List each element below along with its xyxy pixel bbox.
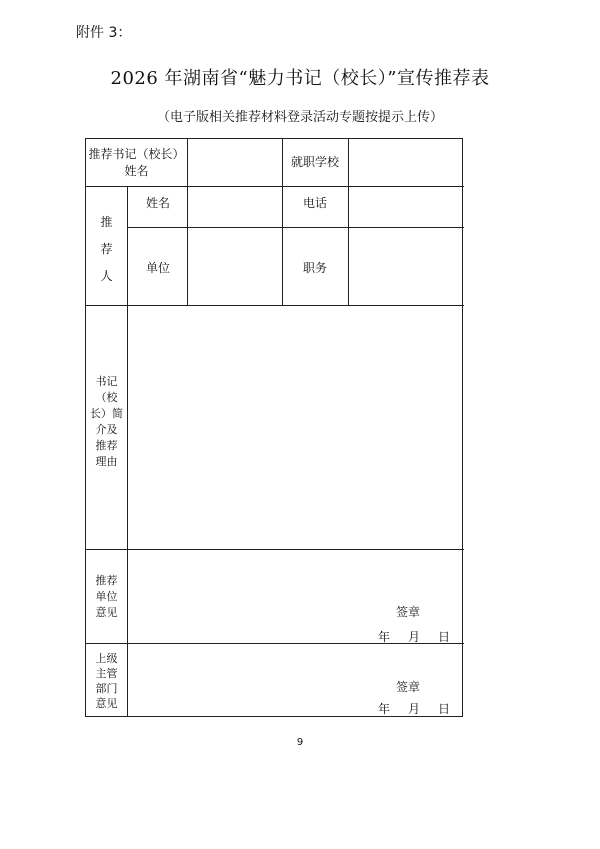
unit-seal-label: 签章 bbox=[396, 605, 421, 619]
superior-date-year: 年 bbox=[378, 702, 391, 716]
position-label: 职务 bbox=[302, 261, 327, 275]
unit-label: 单位 bbox=[146, 261, 171, 275]
school-label: 就职学校 bbox=[290, 155, 339, 169]
recommender-name-field[interactable] bbox=[188, 187, 282, 227]
intro-field[interactable] bbox=[128, 306, 463, 549]
unit-opinion-label: 推荐 单位 意见 bbox=[95, 574, 118, 619]
form-title: 2026 年湖南省“魅力书记（校长）”宣传推荐表 bbox=[110, 68, 490, 89]
unit-date-year: 年 bbox=[378, 630, 391, 644]
phone-field[interactable] bbox=[349, 187, 463, 227]
unit-field[interactable] bbox=[188, 228, 282, 305]
superior-opinion-label: 上级 主管 部门 意见 bbox=[95, 652, 118, 710]
nominee-name-label: 推荐书记（校长） 姓名 bbox=[88, 147, 185, 178]
recommender-name-label: 姓名 bbox=[146, 196, 171, 210]
superior-date-month: 月 bbox=[408, 702, 421, 716]
unit-date-month: 月 bbox=[408, 630, 421, 644]
nominee-name-field[interactable] bbox=[188, 140, 282, 185]
page-number: 9 bbox=[296, 737, 304, 748]
position-field[interactable] bbox=[349, 228, 463, 305]
school-field[interactable] bbox=[349, 140, 463, 185]
superior-date-day: 日 bbox=[438, 702, 451, 716]
recommendation-form-table bbox=[85, 138, 463, 717]
superior-seal-label: 签章 bbox=[396, 680, 421, 694]
form-subtitle: （电子版相关推荐材料登录活动专题按提示上传） bbox=[156, 110, 443, 125]
phone-label: 电话 bbox=[302, 196, 327, 210]
attachment-label: 附件 3： bbox=[76, 25, 132, 41]
recommender-label: 推 荐 人 bbox=[100, 215, 113, 283]
intro-label: 书记 （校 长）简 介及 推荐 理由 bbox=[90, 375, 123, 468]
unit-date-day: 日 bbox=[438, 630, 451, 644]
